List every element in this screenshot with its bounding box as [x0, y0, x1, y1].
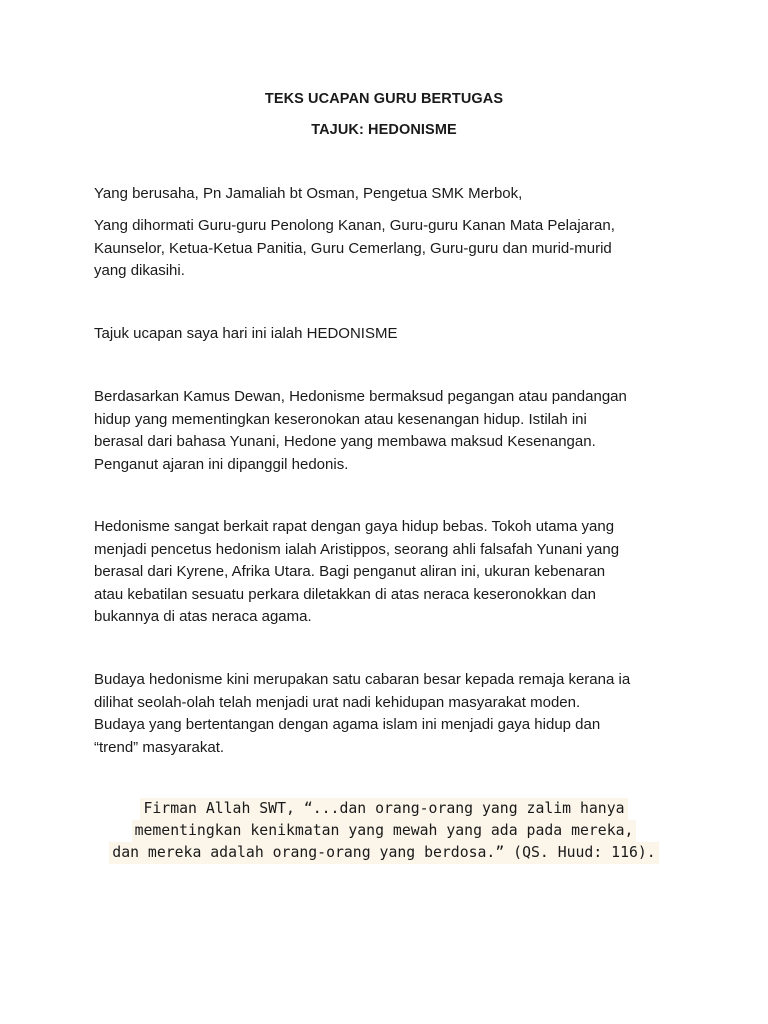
paragraph-line: dilihat seolah-olah telah menjadi urat nadi kehidupan masyarakat moden.: [94, 693, 581, 711]
quote-line: dan mereka adalah orang-orang yang berdosa.” (QS. Huud: 116).: [109, 842, 658, 864]
document-title: TEKS UCAPAN GURU BERTUGAS: [264, 91, 504, 107]
paragraph-line: bukannya di atas neraca agama.: [94, 608, 312, 625]
paragraph-line: berasal dari Kyrene, Afrika Utara. Bagi penganut aliran ini, ukuran kebenaran: [94, 563, 606, 580]
greeting-audience-line: Yang dihormati Guru-guru Penolong Kanan, Guru-guru Kanan Mata Pelajaran,: [94, 217, 615, 234]
paragraph-line: “trend” masyarakat.: [94, 738, 225, 756]
paragraph-line: Budaya hedonisme kini merupakan satu cabaran besar kepada remaja kerana ia: [94, 671, 631, 688]
paragraph-definition: [94, 386, 694, 476]
paragraph-line: atau kebatilan sesuatu perkara diletakkan di atas neraca keseronokkan dan: [94, 585, 596, 603]
paragraph-line: berasal dari bahasa Yunani, Hedone yang membawa maksud Kesenangan.: [94, 433, 596, 450]
quote-line: mementingkan kenikmatan yang mewah yang ada pada mereka,: [132, 820, 637, 842]
quote-line: Firman Allah SWT, “...dan orang-orang yang zalim hanya: [140, 798, 627, 820]
greeting-principal: Yang berusaha, Pn Jamaliah bt Osman, Pengetua SMK Merbok,: [94, 185, 523, 202]
paragraph-culture: [94, 669, 694, 759]
paragraph-line: menjadi pencetus hedonism ialah Aristippos, seorang ahli falsafah Yunani yang: [94, 540, 620, 558]
greeting-audience: [94, 215, 694, 283]
greeting-audience-line: yang dikasihi.: [94, 262, 185, 279]
topic-line: Tajuk ucapan saya hari ini ialah HEDONISME: [94, 325, 398, 342]
paragraph-line: Penganut ajaran ini dipanggil hedonis.: [94, 455, 349, 473]
paragraph-line: Budaya yang bertentangan dengan agama islam ini menjadi gaya hidup dan: [94, 716, 601, 733]
greeting-audience-line: Kaunselor, Ketua-Ketua Panitia, Guru Cemerlang, Guru-guru dan murid-murid: [94, 239, 612, 257]
paragraph-origin: [94, 516, 694, 629]
document-subtitle: TAJUK: HEDONISME: [311, 122, 457, 138]
paragraph-line: Hedonisme sangat berkait rapat dengan gaya hidup bebas. Tokoh utama yang: [94, 518, 615, 535]
quran-quote: [0, 798, 768, 864]
paragraph-line: hidup yang mementingkan keseronokan atau kesenangan hidup. Istilah ini: [94, 410, 587, 428]
paragraph-line: Berdasarkan Kamus Dewan, Hedonisme bermaksud pegangan atau pandangan: [94, 388, 627, 405]
